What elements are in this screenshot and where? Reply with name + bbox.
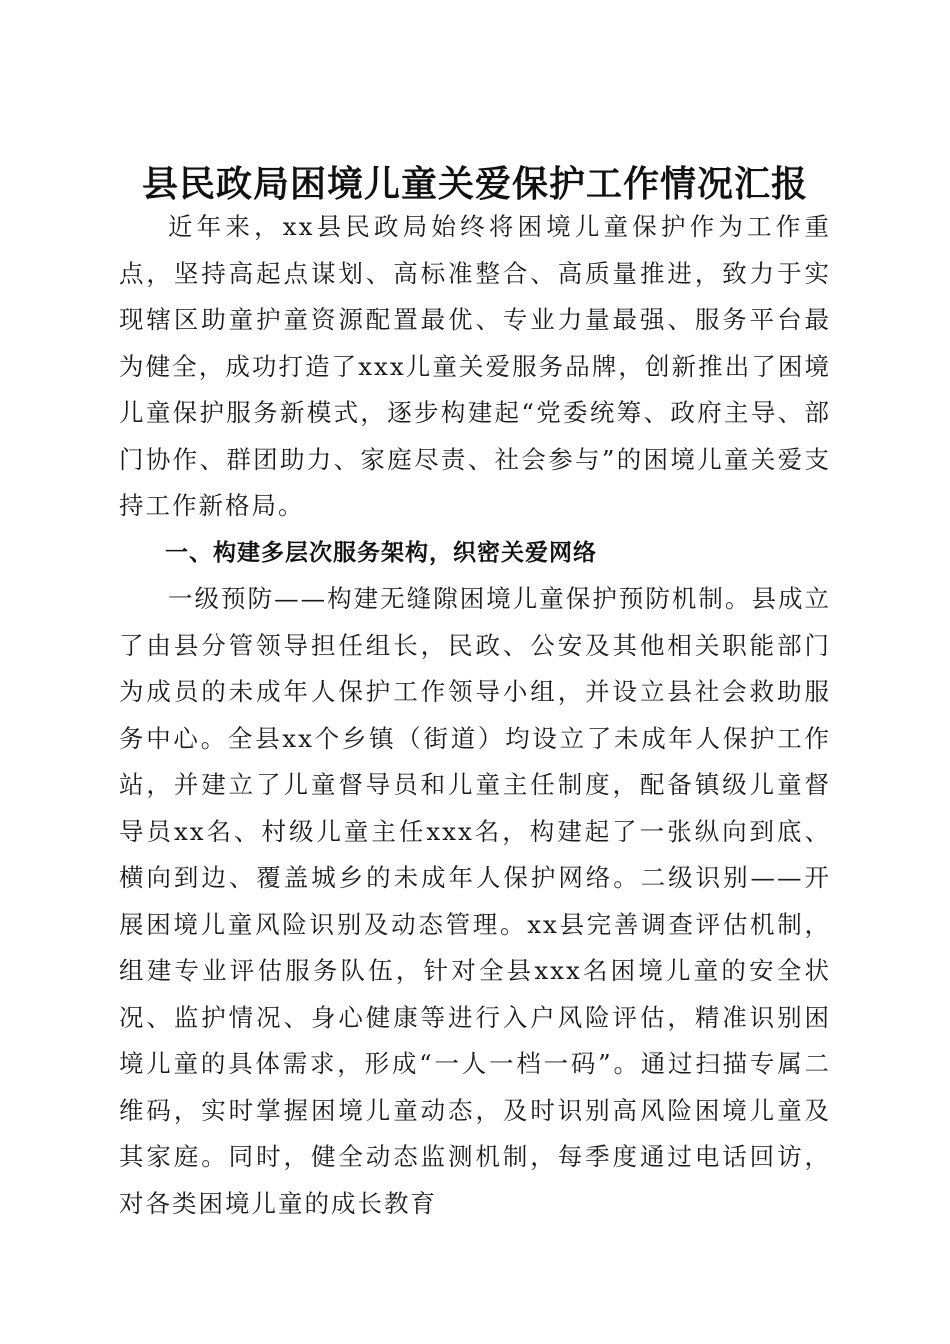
section-paragraph: 一级预防——构建无缝隙困境儿童保护预防机制。县成立了由县分管领导担任组长，民政、公安及其他相关职能部门为成员的未成年人保护工作领导小组，并设立县社会救助服务中心。全县xx个乡镇（街道）均设立了未成年人保护工作站，并建立了儿童督导员和儿童主任制度，配备镇级儿童督导员xx名、村级儿童主任xxx名，构建起了一张纵向到底、横向到边、覆盖城乡的未成年人保护网络。二级识别——开展困境儿童风险识别及动态管理。xx县完善调查评估机制，组建专业评估服务队伍，针对全县xxx名困境儿童的安全状况、监护情况、身心健康等进行入户风险评估，精准识别困境儿童的具体需求，形成“一人一档一码”。通过扫描专属二维码，实时掌握困境儿童动态，及时识别高风险困境儿童及其家庭。同时，健全动态监测机制，每季度通过电话回访，对各类困境儿童的成长教育: [119, 584, 831, 1218]
section-heading: 一、构建多层次服务架构，织密关爱网络: [165, 539, 597, 566]
document-title: 县民政局困境儿童关爱保护工作情况汇报: [141, 163, 808, 206]
intro-paragraph: 近年来，xx县民政局始终将困境儿童保护作为工作重点，坚持高起点谋划、高标准整合、高质量推进，致力于实现辖区助童护童资源配置最优、专业力量最强、服务平台最为健全，成功打造了xxx儿童关爱服务品牌，创新推出了困境儿童保护服务新模式，逐步构建起“党委统筹、政府主导、部门协作、群团助力、家庭尽责、社会参与”的困境儿童关爱支持工作新格局。: [119, 212, 831, 520]
document-body: [119, 204, 831, 1227]
